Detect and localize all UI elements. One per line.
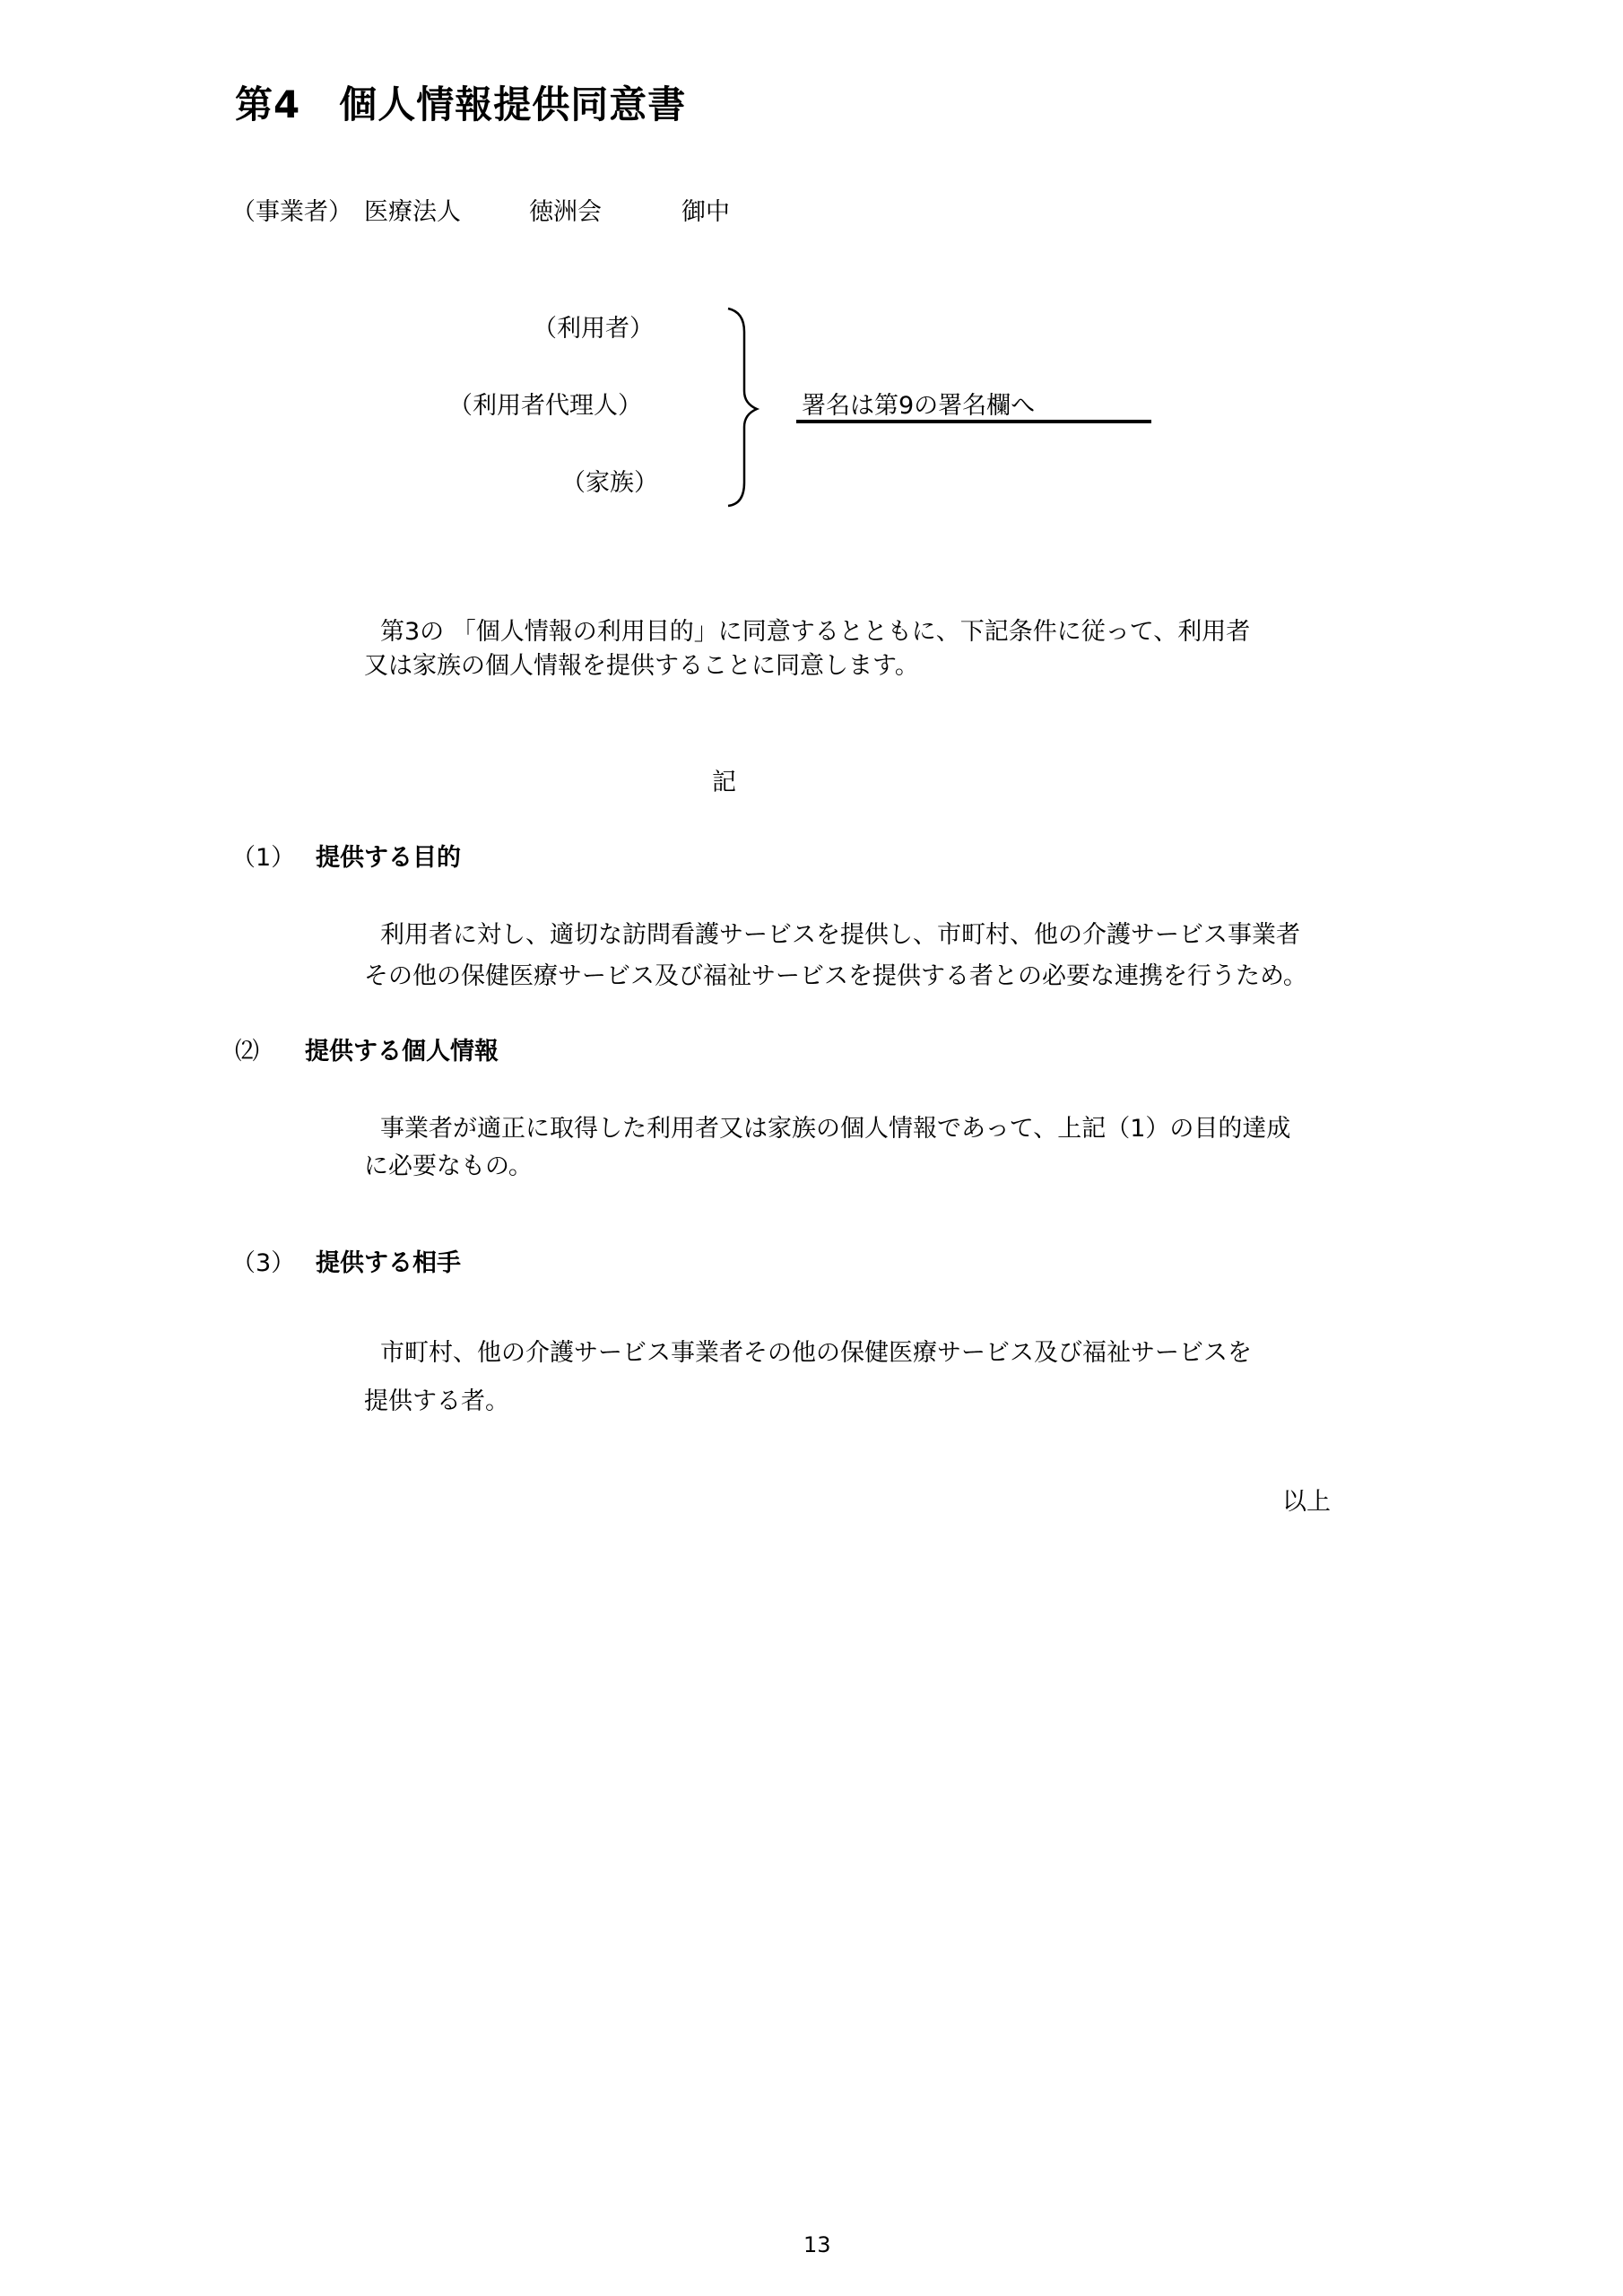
intro-line-1: 第3の 「個人情報の利用目的」に同意するとともに、下記条件に従って、利用者 <box>380 618 1251 646</box>
signature-underline <box>796 420 1151 423</box>
section-line-1: 利用者に対し、適切な訪問看護サービスを提供し、市町村、他の介護サービス事業者 <box>380 921 1300 949</box>
section-heading: 提供する個人情報 <box>305 1038 499 1065</box>
section-line-1: 市町村、他の介護サービス事業者その他の保健医療サービス及び福祉サービスを <box>380 1339 1252 1367</box>
signature-note: 署名は第9の署名欄へ <box>802 392 1036 420</box>
signer-agent: （利用者代理人） <box>448 392 642 420</box>
section-line-2: に必要なもの。 <box>364 1152 533 1180</box>
section-heading: 提供する目的 <box>316 844 461 872</box>
ki-marker: 記 <box>712 769 736 796</box>
page-number: 13 <box>803 2232 831 2257</box>
addressee-corp-name: 徳洲会 <box>529 198 602 226</box>
section-line-2: その他の保健医療サービス及び福祉サービスを提供する者との必要な連携を行うため。 <box>364 962 1307 990</box>
addressee-label: （事業者） <box>231 198 352 226</box>
curly-brace-icon <box>725 305 764 509</box>
intro-line-2: 又は家族の個人情報を提供することに同意します。 <box>364 652 919 680</box>
section-line-2: 提供する者。 <box>364 1387 509 1415</box>
closing-text: 以上 <box>1282 1488 1331 1516</box>
section-heading: 提供する相手 <box>316 1249 461 1277</box>
signer-user: （利用者） <box>533 315 654 343</box>
document-title: 第4 個人情報提供同意書 <box>235 83 687 126</box>
addressee-honorific: 御中 <box>681 198 730 226</box>
section-number: （1） <box>231 844 296 872</box>
signer-family: （家族） <box>561 469 658 497</box>
section-number: ⑵ <box>235 1038 259 1065</box>
section-number: （3） <box>231 1249 296 1277</box>
section-line-1: 事業者が適正に取得した利用者又は家族の個人情報であって、上記（1）の目的達成 <box>380 1115 1291 1143</box>
addressee-corp-type: 医療法人 <box>364 198 461 226</box>
